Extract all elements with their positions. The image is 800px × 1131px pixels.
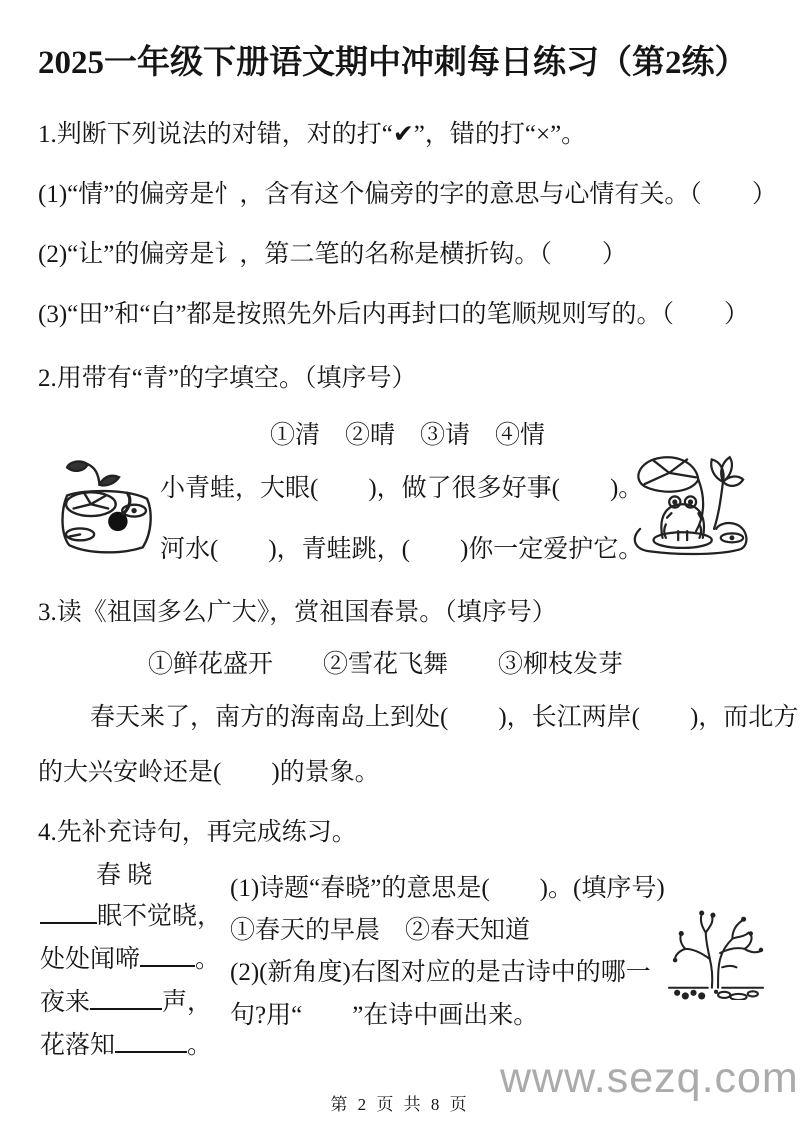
q4-sub1-options: ①春天的早晨 ②春天知道: [230, 917, 531, 944]
page-number-footer: 第 2 页 共 8 页: [330, 1095, 470, 1114]
poem-blank-3: [90, 984, 162, 1010]
poem-line-1-text: 眠不觉晓，: [97, 902, 223, 930]
poem-line-3-punct: 声，: [162, 988, 213, 1016]
q4-sub2-line2: 句?用“ ”在诗中画出来。: [230, 1002, 539, 1029]
bare-tree-illustration: [664, 908, 768, 1000]
frog-under-lotus-illustration: [628, 446, 753, 558]
poem-title: 春 晓: [96, 862, 153, 889]
q2-stem: 2.用带有“青”的字填空。（填序号）: [38, 365, 417, 392]
q3-sentence-2: 的大兴安岭还是( )的景象。: [38, 759, 380, 786]
q2-sentence-1: 小青蛙，大眼( )，做了很多好事( )。: [160, 475, 644, 502]
q4-sub2-line1: (2)(新角度)右图对应的是古诗中的哪一: [230, 959, 651, 986]
watermark: www.sezq.com: [500, 1054, 799, 1102]
poem-line-2-punct: 。: [195, 945, 221, 973]
poem-line-4-punct: 。: [187, 1031, 213, 1059]
page-title: 2025一年级下册语文期中冲刺每日练习（第2练）: [38, 45, 748, 81]
poem-blank-2: [140, 941, 195, 967]
poem-line-2: [40, 941, 220, 975]
q1-item-1: (1)“情”的偏旁是忄，含有这个偏旁的字的意思与心情有关。（ ）: [38, 181, 777, 208]
poem-blank-1: [40, 898, 97, 924]
q4-stem: 4.先补充诗句，再完成练习。: [38, 819, 357, 846]
q3-options: ①鲜花盛开 ②雪花飞舞 ③柳枝发芽: [148, 651, 624, 678]
q1-item-2: (2)“让”的偏旁是讠，第二笔的名称是横折钩。（ ）: [38, 241, 627, 268]
q3-sentence-1: 春天来了，南方的海南岛上到处( )，长江两岸( )，而北方: [90, 704, 799, 731]
poem-line-4: [40, 1027, 212, 1061]
q3-stem: 3.读《祖国多么广大》，赏祖国春景。（填序号）: [38, 599, 557, 626]
poem-line-3: [40, 984, 212, 1018]
poem-line-2-text: 处处闻啼: [40, 945, 141, 973]
poem-line-1: [40, 898, 222, 932]
q2-options: ①清 ②晴 ③请 ④情: [270, 422, 546, 449]
q1-item-3: (3)“田”和“白”都是按照先外后内再封口的笔顺规则写的。（ ）: [38, 301, 750, 328]
poem-line-3-text: 夜来: [40, 988, 91, 1016]
q1-stem: 1.判断下列说法的对错，对的打“✔”，错的打“×”。: [38, 121, 587, 148]
pond-lilypads-tadpole-illustration: [52, 448, 160, 556]
q2-sentence-2: 河水( )，青蛙跳，( )你一定爱护它。: [160, 536, 644, 563]
poem-line-4-text: 花落知: [40, 1031, 116, 1059]
q4-sub1: (1)诗题“春晓”的意思是( )。(填序号): [230, 875, 665, 902]
poem-blank-4: [115, 1027, 187, 1053]
